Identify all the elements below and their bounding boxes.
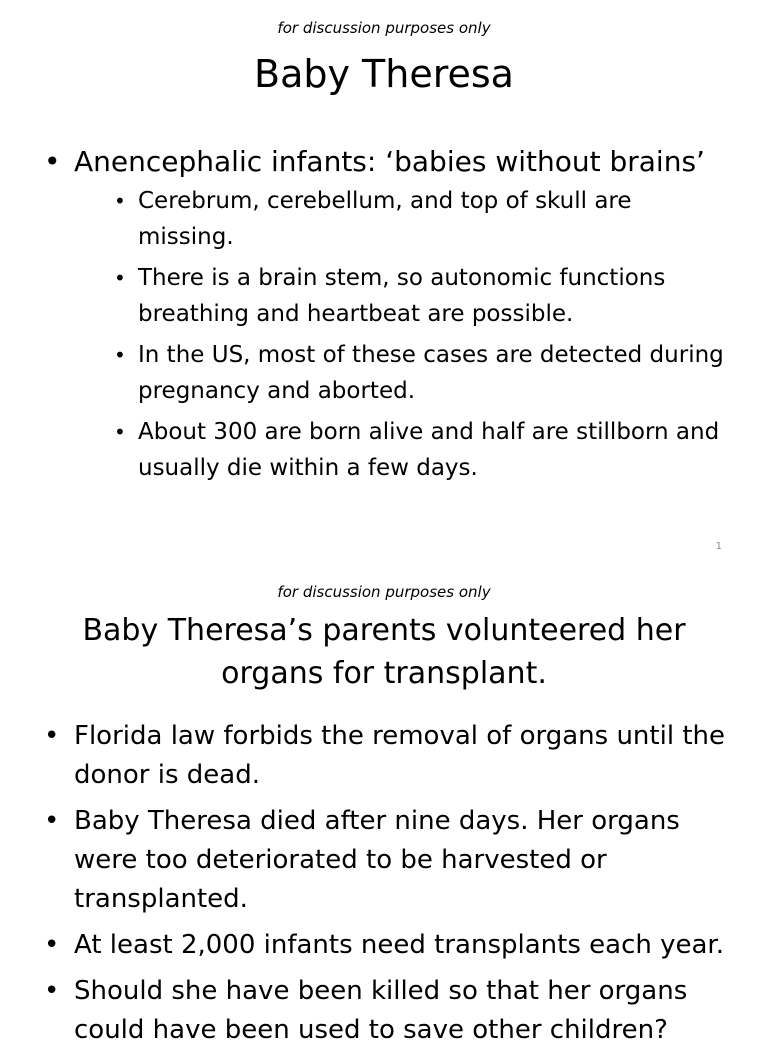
bullet-text: Baby Theresa died after nine days. Her organs were too deteriorated to be harvested or transplanted. <box>74 806 680 914</box>
sub-bullet-text: There is a brain stem, so autonomic functions breathing and heartbeat are possible. <box>138 265 666 327</box>
slide-title: Baby Theresa <box>254 52 514 96</box>
bullet-icon: • <box>114 343 126 367</box>
bullet-icon: • <box>44 145 61 178</box>
list-item <box>108 183 734 255</box>
sub-bullet-text: In the US, most of these cases are detected during pregnancy and aborted. <box>138 342 724 404</box>
bullet-icon: • <box>44 976 60 1006</box>
sub-bullet-text: About 300 are born alive and half are stillborn and usually die within a few days. <box>138 419 720 481</box>
page-number: 1 <box>715 541 722 552</box>
bullet-icon: • <box>44 806 60 836</box>
sub-bullet-list <box>74 183 734 486</box>
list-item <box>44 926 734 965</box>
bullet-text: At least 2,000 infants need transplants each year. <box>74 930 724 960</box>
bullet-icon: • <box>114 420 126 444</box>
list-item <box>108 260 734 332</box>
list-item <box>108 414 734 486</box>
bullet-text: Florida law forbids the removal of organs until the donor is dead. <box>74 721 725 790</box>
header-note: for discussion purposes only <box>277 19 491 37</box>
bullet-icon: • <box>44 930 60 960</box>
bullet-icon: • <box>114 266 126 290</box>
list-item <box>44 972 734 1050</box>
bullet-icon: • <box>44 721 60 751</box>
bullet-list <box>44 143 734 491</box>
bullet-list <box>44 717 734 1057</box>
slide-title: Baby Theresa’s parents volunteered her organs for transplant. <box>82 613 686 691</box>
list-item <box>44 802 734 919</box>
sub-bullet-text: Cerebrum, cerebellum, and top of skull are missing. <box>138 188 632 250</box>
list-item <box>44 717 734 795</box>
bullet-text: Should she have been killed so that her organs could have been used to save other children? <box>74 976 688 1045</box>
list-item <box>108 337 734 409</box>
list-item <box>44 143 734 486</box>
header-note: for discussion purposes only <box>277 583 491 601</box>
slide-2 <box>0 565 768 1045</box>
bullet-icon: • <box>114 189 126 213</box>
bullet-text: Anencephalic infants: ‘babies without brains’ <box>74 145 705 178</box>
